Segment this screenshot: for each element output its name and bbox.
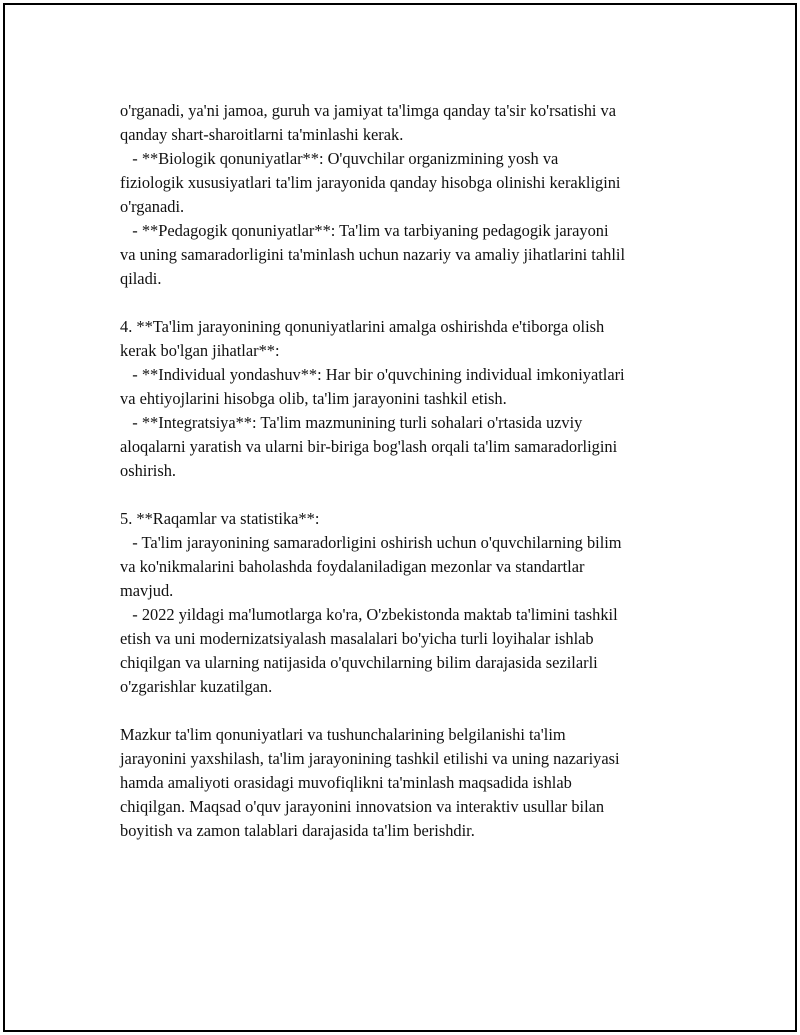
text-line: - 2022 yildagi ma'lumotlarga ko'ra, O'zbekistonda maktab ta'limini tashkil bbox=[120, 605, 618, 624]
text-line: 4. **Ta'lim jarayonining qonuniyatlarini amalga oshirishda e'tiborga olish bbox=[120, 317, 605, 336]
text-line: qanday shart-sharoitlarni ta'minlashi kerak. bbox=[120, 125, 404, 144]
text-line: chiqilgan. Maqsad o'quv jarayonini innovatsion va interaktiv usullar bilan bbox=[120, 797, 605, 816]
text-line: - **Pedagogik qonuniyatlar**: Ta'lim va tarbiyaning pedagogik jarayoni bbox=[120, 221, 609, 240]
text-line: kerak bo'lgan jihatlar**: bbox=[120, 341, 280, 360]
text-line: jarayonini yaxshilash, ta'lim jarayonining tashkil etilishi va uning nazariyasi bbox=[120, 749, 620, 768]
paragraph-conclusion bbox=[120, 723, 700, 843]
text-line: va ko'nikmalarini baholashda foydalaniladigan mezonlar va standartlar bbox=[120, 557, 585, 576]
text-line: - Ta'lim jarayonining samaradorligini oshirish uchun o'quvchilarning bilim bbox=[120, 533, 622, 552]
text-line: o'rganadi. bbox=[120, 197, 185, 216]
paragraph-section-5 bbox=[120, 507, 700, 699]
text-line: o'rganadi, ya'ni jamoa, guruh va jamiyat ta'limga qanday ta'sir ko'rsatishi va bbox=[120, 101, 617, 120]
text-line: - **Integratsiya**: Ta'lim mazmunining turli sohalari o'rtasida uzviy bbox=[120, 413, 583, 432]
text-line: - **Individual yondashuv**: Har bir o'quvchining individual imkoniyatlari bbox=[120, 365, 625, 384]
text-line: - **Biologik qonuniyatlar**: O'quvchilar organizmining yosh va bbox=[120, 149, 559, 168]
text-line: va uning samaradorligini ta'minlash uchun nazariy va amaliy jihatlarini tahlil bbox=[120, 245, 625, 264]
text-line: oshirish. bbox=[120, 461, 177, 480]
text-line: 5. **Raqamlar va statistika**: bbox=[120, 509, 320, 528]
text-line: mavjud. bbox=[120, 581, 174, 600]
document-body bbox=[120, 99, 700, 867]
text-line: aloqalarni yaratish va ularni bir-biriga bog'lash orqali ta'lim samaradorligini bbox=[120, 437, 618, 456]
text-line: fiziologik xususiyatlari ta'lim jarayonida qanday hisobga olinishi kerakligini bbox=[120, 173, 621, 192]
paragraph-continuation bbox=[120, 99, 700, 291]
text-line: Mazkur ta'lim qonuniyatlari va tushunchalarining belgilanishi ta'lim bbox=[120, 725, 566, 744]
text-line: chiqilgan va ularning natijasida o'quvchilarning bilim darajasida sezilarli bbox=[120, 653, 598, 672]
text-line: o'zgarishlar kuzatilgan. bbox=[120, 677, 273, 696]
text-line: hamda amaliyoti orasidagi muvofiqlikni ta'minlash maqsadida ishlab bbox=[120, 773, 572, 792]
text-line: boyitish va zamon talablari darajasida ta'lim berishdir. bbox=[120, 821, 475, 840]
text-line: va ehtiyojlarini hisobga olib, ta'lim jarayonini tashkil etish. bbox=[120, 389, 507, 408]
text-line: qiladi. bbox=[120, 269, 162, 288]
paragraph-section-4 bbox=[120, 315, 700, 483]
page-frame bbox=[3, 3, 797, 1032]
text-line: etish va uni modernizatsiyalash masalalari bo'yicha turli loyihalar ishlab bbox=[120, 629, 594, 648]
